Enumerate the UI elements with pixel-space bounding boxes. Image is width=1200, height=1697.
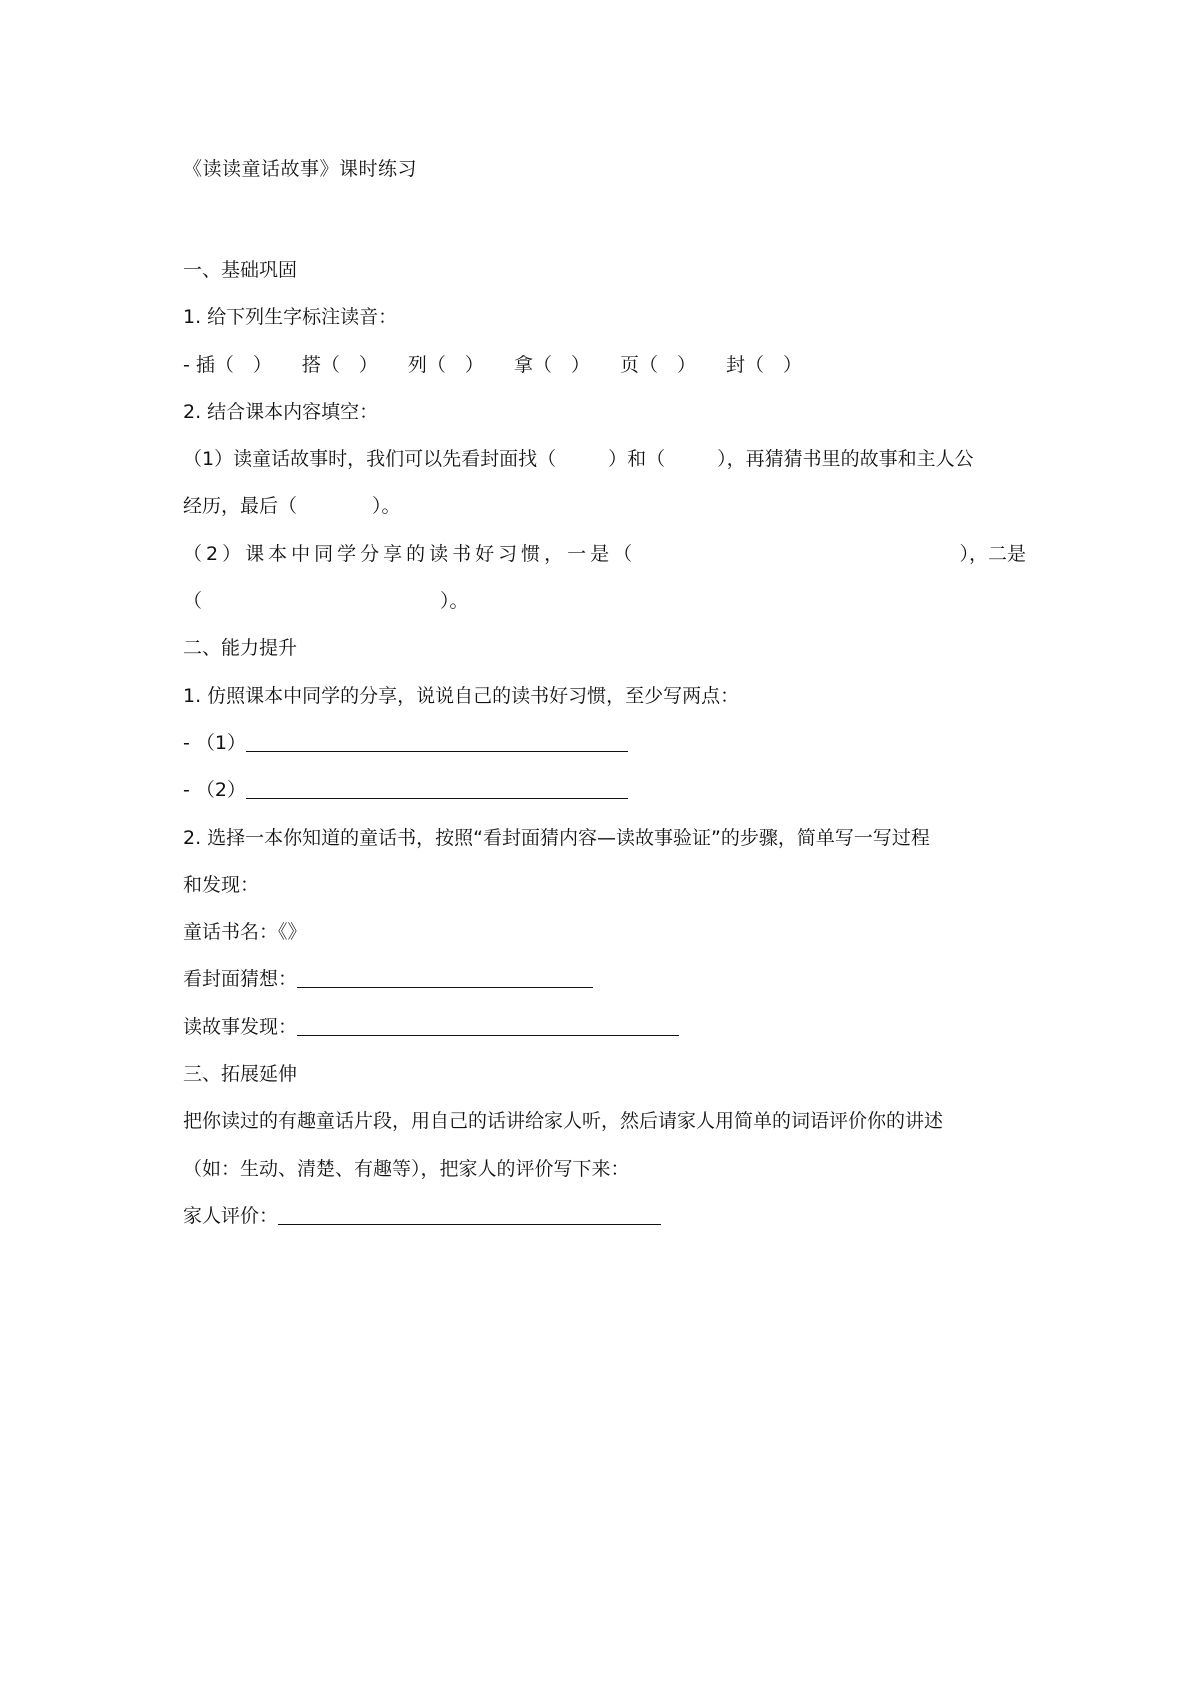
section-heading: 二、能力提升 bbox=[183, 637, 298, 660]
answer-line bbox=[183, 1004, 1026, 1051]
field-label: 看封面猜想： bbox=[183, 968, 298, 991]
page-title: 《读读童话故事》课时练习 bbox=[183, 158, 418, 180]
question-text: 2. 选择一本你知道的童话书，按照“看封面猜内容—读故事验证”的步骤，简单写一写过程 bbox=[183, 826, 930, 849]
char-item: 封（ ） bbox=[725, 353, 802, 376]
answer-blank[interactable] bbox=[246, 778, 628, 799]
char-item: 列（ ） bbox=[407, 353, 484, 376]
field-label: 家人评价： bbox=[183, 1204, 279, 1227]
worksheet-body bbox=[183, 247, 1026, 1240]
item-label: - （2） bbox=[183, 779, 246, 802]
book-title-label: 童话书名：《》 bbox=[183, 921, 307, 944]
answer-line bbox=[183, 767, 1026, 814]
text-segment: ），再猜猜书里的故事和主人公 bbox=[717, 448, 974, 471]
fill-blank-line bbox=[183, 531, 1026, 578]
text-segment: （2）课本中同学分享的读书好习惯，一是（ bbox=[183, 542, 637, 565]
char-item: 页（ ） bbox=[619, 353, 696, 376]
item-label: - （1） bbox=[183, 731, 246, 754]
fill-blank-line bbox=[183, 483, 1026, 530]
answer-line bbox=[183, 720, 1026, 767]
pinyin-row bbox=[183, 342, 1026, 389]
char-item: 拿（ ） bbox=[513, 353, 590, 376]
answer-blank[interactable] bbox=[297, 1015, 679, 1036]
fill-blank-line bbox=[183, 436, 1026, 483]
answer-blank[interactable] bbox=[246, 731, 628, 752]
text-segment: ）和（ bbox=[608, 448, 666, 471]
text-segment: （1）读童话故事时，我们可以先看封面找（ bbox=[183, 448, 557, 471]
text-segment: （ bbox=[183, 590, 203, 613]
text-segment: ），二是 bbox=[959, 542, 1026, 565]
question-text: 把你读过的有趣童话片段，用自己的话讲给家人听，然后请家人用简单的词语评价你的讲述 bbox=[183, 1110, 944, 1133]
char-item: 搭（ ） bbox=[301, 353, 378, 376]
question-text: （如：生动、清楚、有趣等），把家人的评价写下来： bbox=[183, 1157, 630, 1180]
question-text: 2. 结合课本内容填空： bbox=[183, 400, 379, 423]
section-heading: 三、拓展延伸 bbox=[183, 1063, 298, 1086]
text-segment: ）。 bbox=[372, 495, 401, 518]
field-label: 读故事发现： bbox=[183, 1015, 298, 1038]
answer-line bbox=[183, 956, 1026, 1003]
section-heading: 一、基础巩固 bbox=[183, 259, 298, 281]
text-segment: ）。 bbox=[440, 590, 469, 613]
fill-blank-line bbox=[183, 578, 1026, 625]
text-segment: 经历，最后（ bbox=[183, 495, 298, 518]
char-item: - 插（ ） bbox=[183, 353, 272, 376]
answer-blank[interactable] bbox=[297, 967, 593, 988]
answer-blank[interactable] bbox=[278, 1204, 661, 1225]
question-text: 1. 仿照课本中同学的分享，说说自己的读书好习惯，至少写两点： bbox=[183, 684, 740, 707]
answer-line bbox=[183, 1193, 1026, 1240]
question-text: 和发现： bbox=[183, 873, 260, 896]
question-text: 1. 给下列生字标注读音： bbox=[183, 306, 398, 329]
